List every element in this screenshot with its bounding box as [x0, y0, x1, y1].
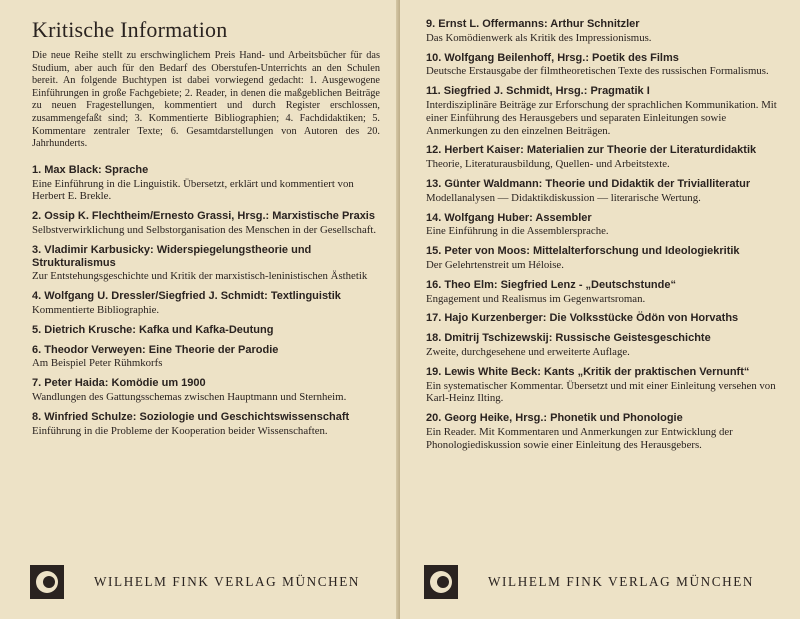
book-number: 18. — [426, 332, 442, 345]
book-heading — [32, 344, 380, 357]
publisher-logo-icon — [424, 565, 458, 599]
book-description: Deutsche Erstausgabe der filmtheoretischen Texte des russischen Formalismus. — [426, 65, 769, 78]
book-entry — [426, 18, 780, 45]
book-entry — [32, 164, 380, 203]
book-heading — [426, 312, 780, 325]
book-description: Am Beispiel Peter Rühmkorfs — [32, 357, 163, 370]
book-title: Wolfgang Beilenhoff, Hrsg.: Poetik des Films — [444, 51, 679, 64]
right-page — [400, 0, 800, 619]
book-heading — [32, 377, 380, 390]
book-heading — [32, 210, 380, 223]
book-description: Zweite, durchgesehene und erweiterte Auflage. — [426, 345, 630, 358]
book-title: Georg Heike, Hrsg.: Phonetik und Phonologie — [444, 412, 683, 425]
book-entry — [426, 245, 780, 272]
book-description: Der Gelehrtenstreit um Héloise. — [426, 258, 564, 271]
book-entry — [32, 290, 380, 317]
book-heading — [426, 332, 780, 345]
book-number: 9. — [426, 18, 436, 30]
book-description: Ein Reader. Mit Kommentaren und Anmerkungen zur Entwicklung der Phonologiediskussion sowie einer Einleitung des Herausgebers. — [426, 425, 733, 451]
book-description: Das Komödienwerk als Kritik des Impressionismus. — [426, 31, 652, 44]
book-number: 15. — [426, 245, 442, 258]
book-number: 6. — [32, 343, 42, 356]
publisher-name: WILHELM FINK VERLAG MÜNCHEN — [94, 574, 361, 589]
book-entry — [32, 411, 380, 438]
book-number: 2. — [32, 210, 42, 223]
book-description: Eine Einführung in die Assemblersprache. — [426, 225, 609, 238]
series-intro: Die neue Reihe stellt zu erschwinglichem Preis Hand- und Arbeitsbücher für das Studium, aber auch für den Bedarf des Oberstufen-Unterrichts an den Schulen bereit. An folgende Buchtypen ist dabei vorwiegend gedacht: 1. Ausgewogene Einführungen in große Fachgebiete; 2. Reader, in denen die maßgeblichen Beiträge zu neuen Fragestellungen, kommentiert und durch Register erschlossen, zusammengefaßt sind; 3. Kommentierte Bibliographien; 4. Fachdidaktiken; 5. Kommentare zentraler Texte; 6. Gesamtdarstellungen von Autoren des 20. Jahrhunderts. — [32, 50, 380, 150]
book-entry — [426, 85, 780, 137]
book-entry — [32, 244, 380, 283]
book-entry — [426, 212, 780, 239]
book-title: Max Black: Sprache — [44, 163, 149, 176]
publisher-logo-icon — [30, 565, 64, 599]
book-list-left — [32, 164, 380, 438]
book-title: Siegfried J. Schmidt, Hrsg.: Pragmatik I — [443, 85, 650, 98]
book-number: 10. — [426, 51, 442, 64]
book-heading — [426, 18, 780, 31]
book-description: Selbstverwirklichung und Selbstorganisation des Menschen in der Gesellschaft. — [32, 223, 377, 236]
book-description: Interdisziplinäre Beiträge zur Erforschung der sprachlichen Kommunikation. Mit einer Einführung des Herausgebers und separaten Einleitungen sowie Anmerkungen zu den einzelnen Beiträgen. — [426, 98, 777, 137]
book-entry — [426, 412, 780, 451]
book-title: Ernst L. Offermanns: Arthur Schnitzler — [438, 18, 640, 30]
book-title: Herbert Kaiser: Materialien zur Theorie der Literaturdidaktik — [444, 144, 757, 157]
book-number: 19. — [426, 365, 442, 378]
book-entry — [32, 210, 380, 237]
book-heading — [32, 244, 380, 270]
book-entry — [426, 52, 780, 79]
book-title: Peter Haida: Komödie um 1900 — [44, 377, 206, 390]
book-number: 3. — [32, 243, 42, 256]
book-entry — [32, 324, 380, 337]
book-description: Ein systematischer Kommentar. Übersetzt und mit einer Einleitung versehen von Karl-Heinz Ilting. — [426, 379, 776, 405]
book-entry — [426, 279, 780, 306]
book-title: Peter von Moos: Mittelalterforschung und Ideologiekritik — [444, 245, 740, 258]
book-heading — [426, 52, 780, 65]
book-heading — [32, 324, 380, 337]
book-heading — [32, 290, 380, 303]
book-description: Engagement und Realismus im Gegenwartsroman. — [426, 292, 646, 305]
book-heading — [426, 212, 780, 225]
book-number: 13. — [426, 177, 442, 190]
book-description: Eine Einführung in die Linguistik. Übersetzt, erklärt und kommentiert von Herbert E. Brekle. — [32, 177, 354, 203]
book-description: Theorie, Literaturausbildung, Quellen- und Arbeitstexte. — [426, 158, 670, 171]
book-number: 14. — [426, 211, 442, 224]
book-number: 4. — [32, 290, 42, 303]
book-heading — [426, 144, 780, 157]
book-entry — [426, 366, 780, 405]
publisher-name: WILHELM FINK VERLAG MÜNCHEN — [488, 574, 755, 589]
book-heading — [426, 412, 780, 425]
book-list-right — [426, 18, 780, 452]
page-title: Kritische Information — [32, 17, 228, 42]
book-description: Wandlungen des Gattungsschemas zwischen Hauptmann und Sternheim. — [32, 390, 347, 403]
book-title: Winfried Schulze: Soziologie und Geschichtswissenschaft — [44, 410, 350, 423]
book-heading — [426, 366, 780, 379]
book-number: 16. — [426, 278, 442, 291]
book-description: Modellanalysen — Didaktikdiskussion — literarische Wertung. — [426, 191, 701, 204]
book-number: 17. — [426, 312, 442, 325]
book-heading — [32, 411, 380, 424]
book-entry — [32, 377, 380, 404]
book-entry — [32, 344, 380, 371]
book-heading — [426, 245, 780, 258]
publisher-footer — [0, 565, 400, 599]
book-title: Dmitrij Tschizewskij: Russische Geistesgeschichte — [444, 332, 711, 345]
book-description: Kommentierte Bibliographie. — [32, 303, 160, 316]
book-entry — [426, 312, 780, 325]
book-number: 5. — [32, 323, 42, 336]
book-title: Wolfgang U. Dressler/Siegfried J. Schmidt: Textlinguistik — [44, 290, 341, 303]
publisher-footer — [400, 565, 800, 599]
book-entry — [426, 178, 780, 205]
book-number: 8. — [32, 410, 42, 423]
book-title: Hajo Kurzenberger: Die Volksstücke Ödön von Horvaths — [444, 312, 739, 325]
book-heading — [426, 178, 780, 191]
book-description: Einführung in die Probleme der Kooperation beider Wissenschaften. — [32, 424, 328, 437]
book-heading — [426, 279, 780, 292]
book-title: Wolfgang Huber: Assembler — [444, 211, 592, 224]
book-heading — [32, 164, 380, 177]
book-title: Günter Waldmann: Theorie und Didaktik der Trivialliteratur — [444, 177, 751, 190]
book-description: Zur Entstehungsgeschichte und Kritik der marxistisch-leninistischen Ästhetik — [32, 270, 368, 283]
book-title: Lewis White Beck: Kants „Kritik der praktischen Vernunft“ — [444, 365, 750, 378]
book-number: 12. — [426, 144, 442, 157]
book-title: Ossip K. Flechtheim/Ernesto Grassi, Hrsg.: Marxistische Praxis — [44, 210, 375, 223]
book-title: Theo Elm: Siegfried Lenz - „Deutschstunde“ — [444, 278, 676, 291]
book-heading — [426, 85, 780, 98]
book-title: Vladimir Karbusicky: Widerspiegelungstheorie und Strukturalismus — [32, 243, 312, 269]
book-title: Theodor Verweyen: Eine Theorie der Parodie — [44, 343, 279, 356]
book-number: 1. — [32, 163, 42, 176]
book-number: 7. — [32, 377, 42, 390]
book-entry — [426, 332, 780, 359]
book-number: 20. — [426, 412, 442, 425]
book-title: Dietrich Krusche: Kafka und Kafka-Deutung — [44, 323, 274, 336]
book-number: 11. — [426, 85, 441, 98]
book-entry — [426, 144, 780, 171]
